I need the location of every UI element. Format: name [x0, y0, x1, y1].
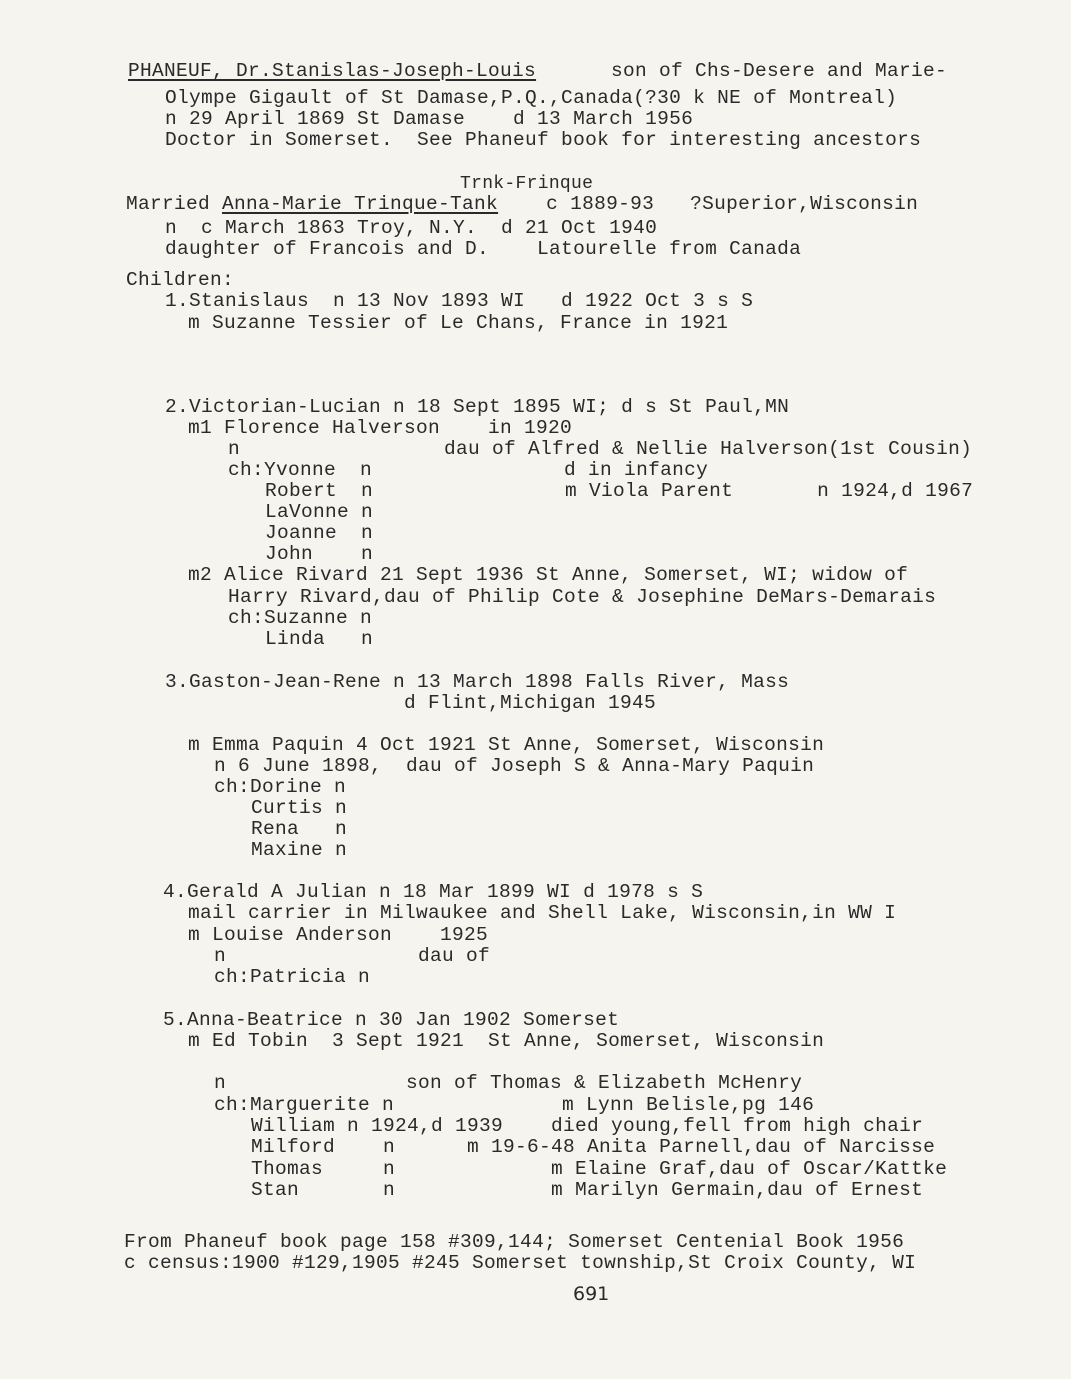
marriage-line	[126, 193, 918, 215]
child2-line5: Robert n m Viola Parent n 1924,d 1967	[265, 480, 974, 502]
child3-line3: m Emma Paquin 4 Oct 1921 St Anne, Somerset, Wisconsin	[188, 734, 825, 756]
child5-line6: Milford n m 19-6-48 Anita Parnell,dau of Narcisse	[251, 1136, 936, 1158]
child5-line1: 5.Anna-Beatrice n 30 Jan 1902 Somerset	[163, 1009, 620, 1031]
child3-line4: n 6 June 1898, dau of Joseph S & Anna-Mary Paquin	[214, 755, 815, 777]
marriage-details: c 1889-93 ?Superior,Wisconsin	[498, 193, 919, 215]
children-heading: Children:	[126, 269, 235, 291]
child3-line7: Rena n	[251, 818, 348, 840]
child5-line5: William n 1924,d 1939 died young,fell from high chair	[251, 1115, 924, 1137]
spouse-alt-spelling: Trnk-Frinque	[460, 174, 594, 194]
subject-parents-line2: Olympe Gigault of St Damase,P.Q.,Canada(?30 k NE of Montreal)	[165, 87, 898, 109]
child4-line1: 4.Gerald A Julian n 18 Mar 1899 WI d 1978 s S	[163, 881, 704, 903]
child3-line8: Maxine n	[251, 839, 348, 861]
child3-line6: Curtis n	[251, 797, 348, 819]
child1-line1: 1.Stanislaus n 13 Nov 1893 WI d 1922 Oct 3 s S	[165, 290, 754, 312]
child2-line8: John n	[265, 543, 374, 565]
child5-line3: n son of Thomas & Elizabeth McHenry	[214, 1072, 803, 1094]
child2-line6: LaVonne n	[265, 501, 374, 523]
subject-occupation: Doctor in Somerset. See Phaneuf book for interesting ancestors	[165, 129, 922, 151]
subject-birth-death: n 29 April 1869 St Damase d 13 March 1956	[165, 108, 694, 130]
spouse-parents: daughter of Francois and D. Latourelle from Canada	[165, 238, 802, 260]
source-line1: From Phaneuf book page 158 #309,144; Somerset Centenial Book 1956	[124, 1231, 905, 1253]
child5-line7: Thomas n m Elaine Graf,dau of Oscar/Kattke	[251, 1158, 948, 1180]
marriage-prefix: Married	[126, 193, 223, 215]
child2-line3: n dau of Alfred & Nellie Halverson(1st Cousin)	[228, 438, 973, 460]
child2-line4: ch:Yvonne n d in infancy	[228, 459, 709, 481]
subject-name: PHANEUF, Dr.Stanislas-Joseph-Louis	[128, 60, 537, 82]
child5-line2: m Ed Tobin 3 Sept 1921 St Anne, Somerset, Wisconsin	[188, 1030, 825, 1052]
source-line2: c census:1900 #129,1905 #245 Somerset township,St Croix County, WI	[124, 1252, 917, 1274]
child2-line7: Joanne n	[265, 522, 374, 544]
child4-line4: n dau of	[214, 945, 491, 967]
spouse-birth-death: n c March 1863 Troy, N.Y. d 21 Oct 1940	[165, 217, 658, 239]
child4-line3: m Louise Anderson 1925	[188, 924, 489, 946]
subject-parents-line1: son of Chs-Desere and Marie-	[611, 60, 948, 82]
child2-line9: m2 Alice Rivard 21 Sept 1936 St Anne, Somerset, WI; widow of	[188, 564, 909, 586]
child4-line2: mail carrier in Milwaukee and Shell Lake, Wisconsin,in WW I	[188, 902, 897, 924]
spouse-name: Anna-Marie Trinque-Tank	[222, 193, 499, 215]
child4-line5: ch:Patricia n	[214, 966, 371, 988]
child2-line12: Linda n	[265, 628, 374, 650]
child2-line1: 2.Victorian-Lucian n 18 Sept 1895 WI; d s St Paul,MN	[165, 396, 790, 418]
child1-line2: m Suzanne Tessier of Le Chans, France in 1921	[188, 312, 729, 334]
child2-line2: m1 Florence Halverson in 1920	[188, 417, 573, 439]
child2-line11: ch:Suzanne n	[228, 607, 373, 629]
child5-line8: Stan n m Marilyn Germain,dau of Ernest	[251, 1179, 924, 1201]
child3-line2: d Flint,Michigan 1945	[404, 692, 657, 714]
child2-line10: Harry Rivard,dau of Philip Cote & Josephine DeMars-Demarais	[228, 586, 937, 608]
page-number: 691	[573, 1283, 610, 1305]
child3-line1: 3.Gaston-Jean-Rene n 13 March 1898 Falls River, Mass	[165, 671, 790, 693]
child5-line4: ch:Marguerite n m Lynn Belisle,pg 146	[214, 1094, 815, 1116]
child3-line5: ch:Dorine n	[214, 776, 347, 798]
